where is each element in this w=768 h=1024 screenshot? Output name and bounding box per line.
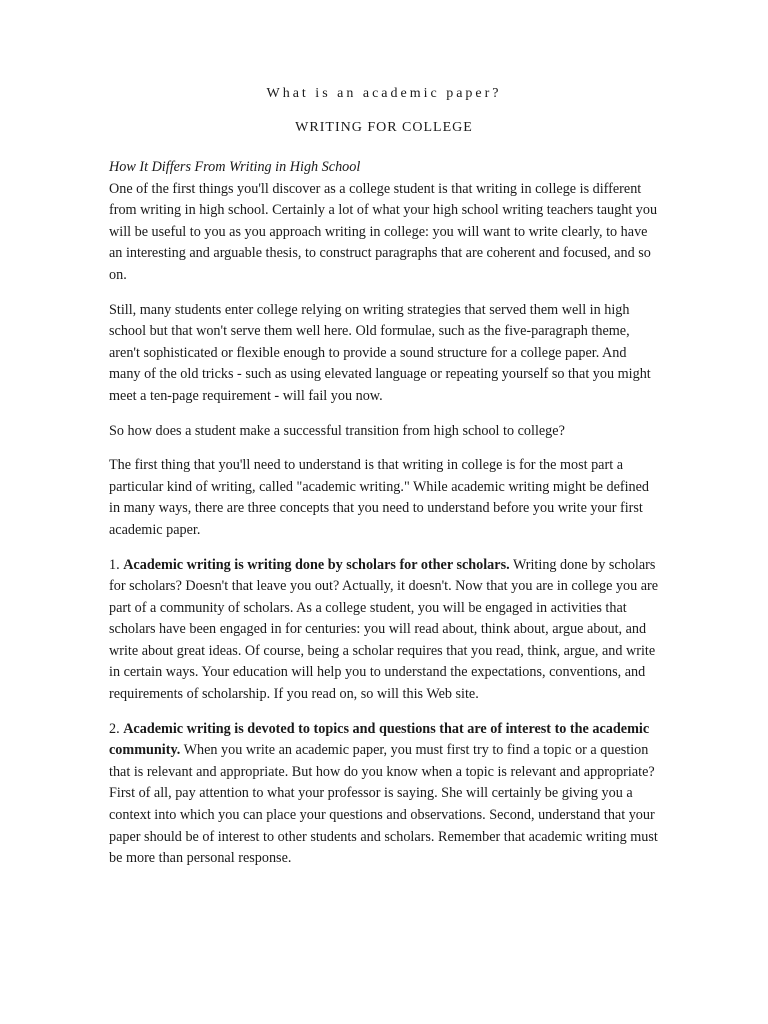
concept-text: When you write an academic paper, you must first try to find a topic or a question that is relevant and appropriate. But how do you know when a topic is relevant and appropriate? First of all, pay attention to what your professor is saying. She will certainly be giving you a context into which you can place your questions and observations. Second, understand that your paper should be of interest to other students and scholars. Remember that academic writing must be more than personal response. [109,742,658,867]
paragraph-2: Still, many students enter college relying on writing strategies that served them well in high school but that won't serve them well here. Old formulae, such as the five-paragraph theme, aren't sophisticated or flexible enough to provide a sound structure for a college paper. And many of the old tricks - such as using elevated language or repeating yourself so that you might meet a ten-page requirement - will fail you now. [109,301,651,404]
concept-number: 2. [109,720,124,737]
concept-1 [109,555,661,706]
paragraph-3: So how does a student make a successful transition from high school to college? [109,422,565,439]
paragraph-text: One of the first things you'll discover as a college student is that writing in college is different from writing in high school. Certainly a lot of what your high school writing teachers taught you will be useful to you as you approach writing in college: you will want to write clearly, to have an interesting and arguable thesis, to construct paragraphs that are coherent and focused, and so on. [109,180,658,283]
section-heading: How It Differs From Writing in High School [109,159,361,175]
document-subtitle: WRITING FOR COLLEGE [295,120,473,135]
concept-heading: Academic writing is devoted to topics and questions that are of interest to the academic community. [109,720,650,759]
concept-text: Writing done by scholars for scholars? Doesn't that leave you out? Actually, it doesn't. Now that you are in college you are part of a community of scholars. As a college student, you will be engaged in activities that scholars have been engaged in for centuries: you will read about, think about, argue about, and write about great ideas. Of course, being a scholar requires that you read, think, argue, and write in certain ways. Your education will help you to understand the expectations, conventions, and requirements of scholarship. If you read on, so will this Web site. [109,556,659,703]
concept-heading: Academic writing is writing done by scholars for other scholars. [123,556,510,573]
document-body [109,157,661,883]
concept-2 [109,719,661,870]
concept-number: 1. [109,556,124,573]
document-title: What is an academic paper? [266,86,502,101]
paragraph-4: The first thing that you'll need to understand is that writing in college is for the most part a particular kind of writing, called "academic writing." While academic writing might be defined in many ways, there are three concepts that you need to understand before you write your first academic paper. [109,457,650,538]
paragraph-1 [109,157,661,287]
